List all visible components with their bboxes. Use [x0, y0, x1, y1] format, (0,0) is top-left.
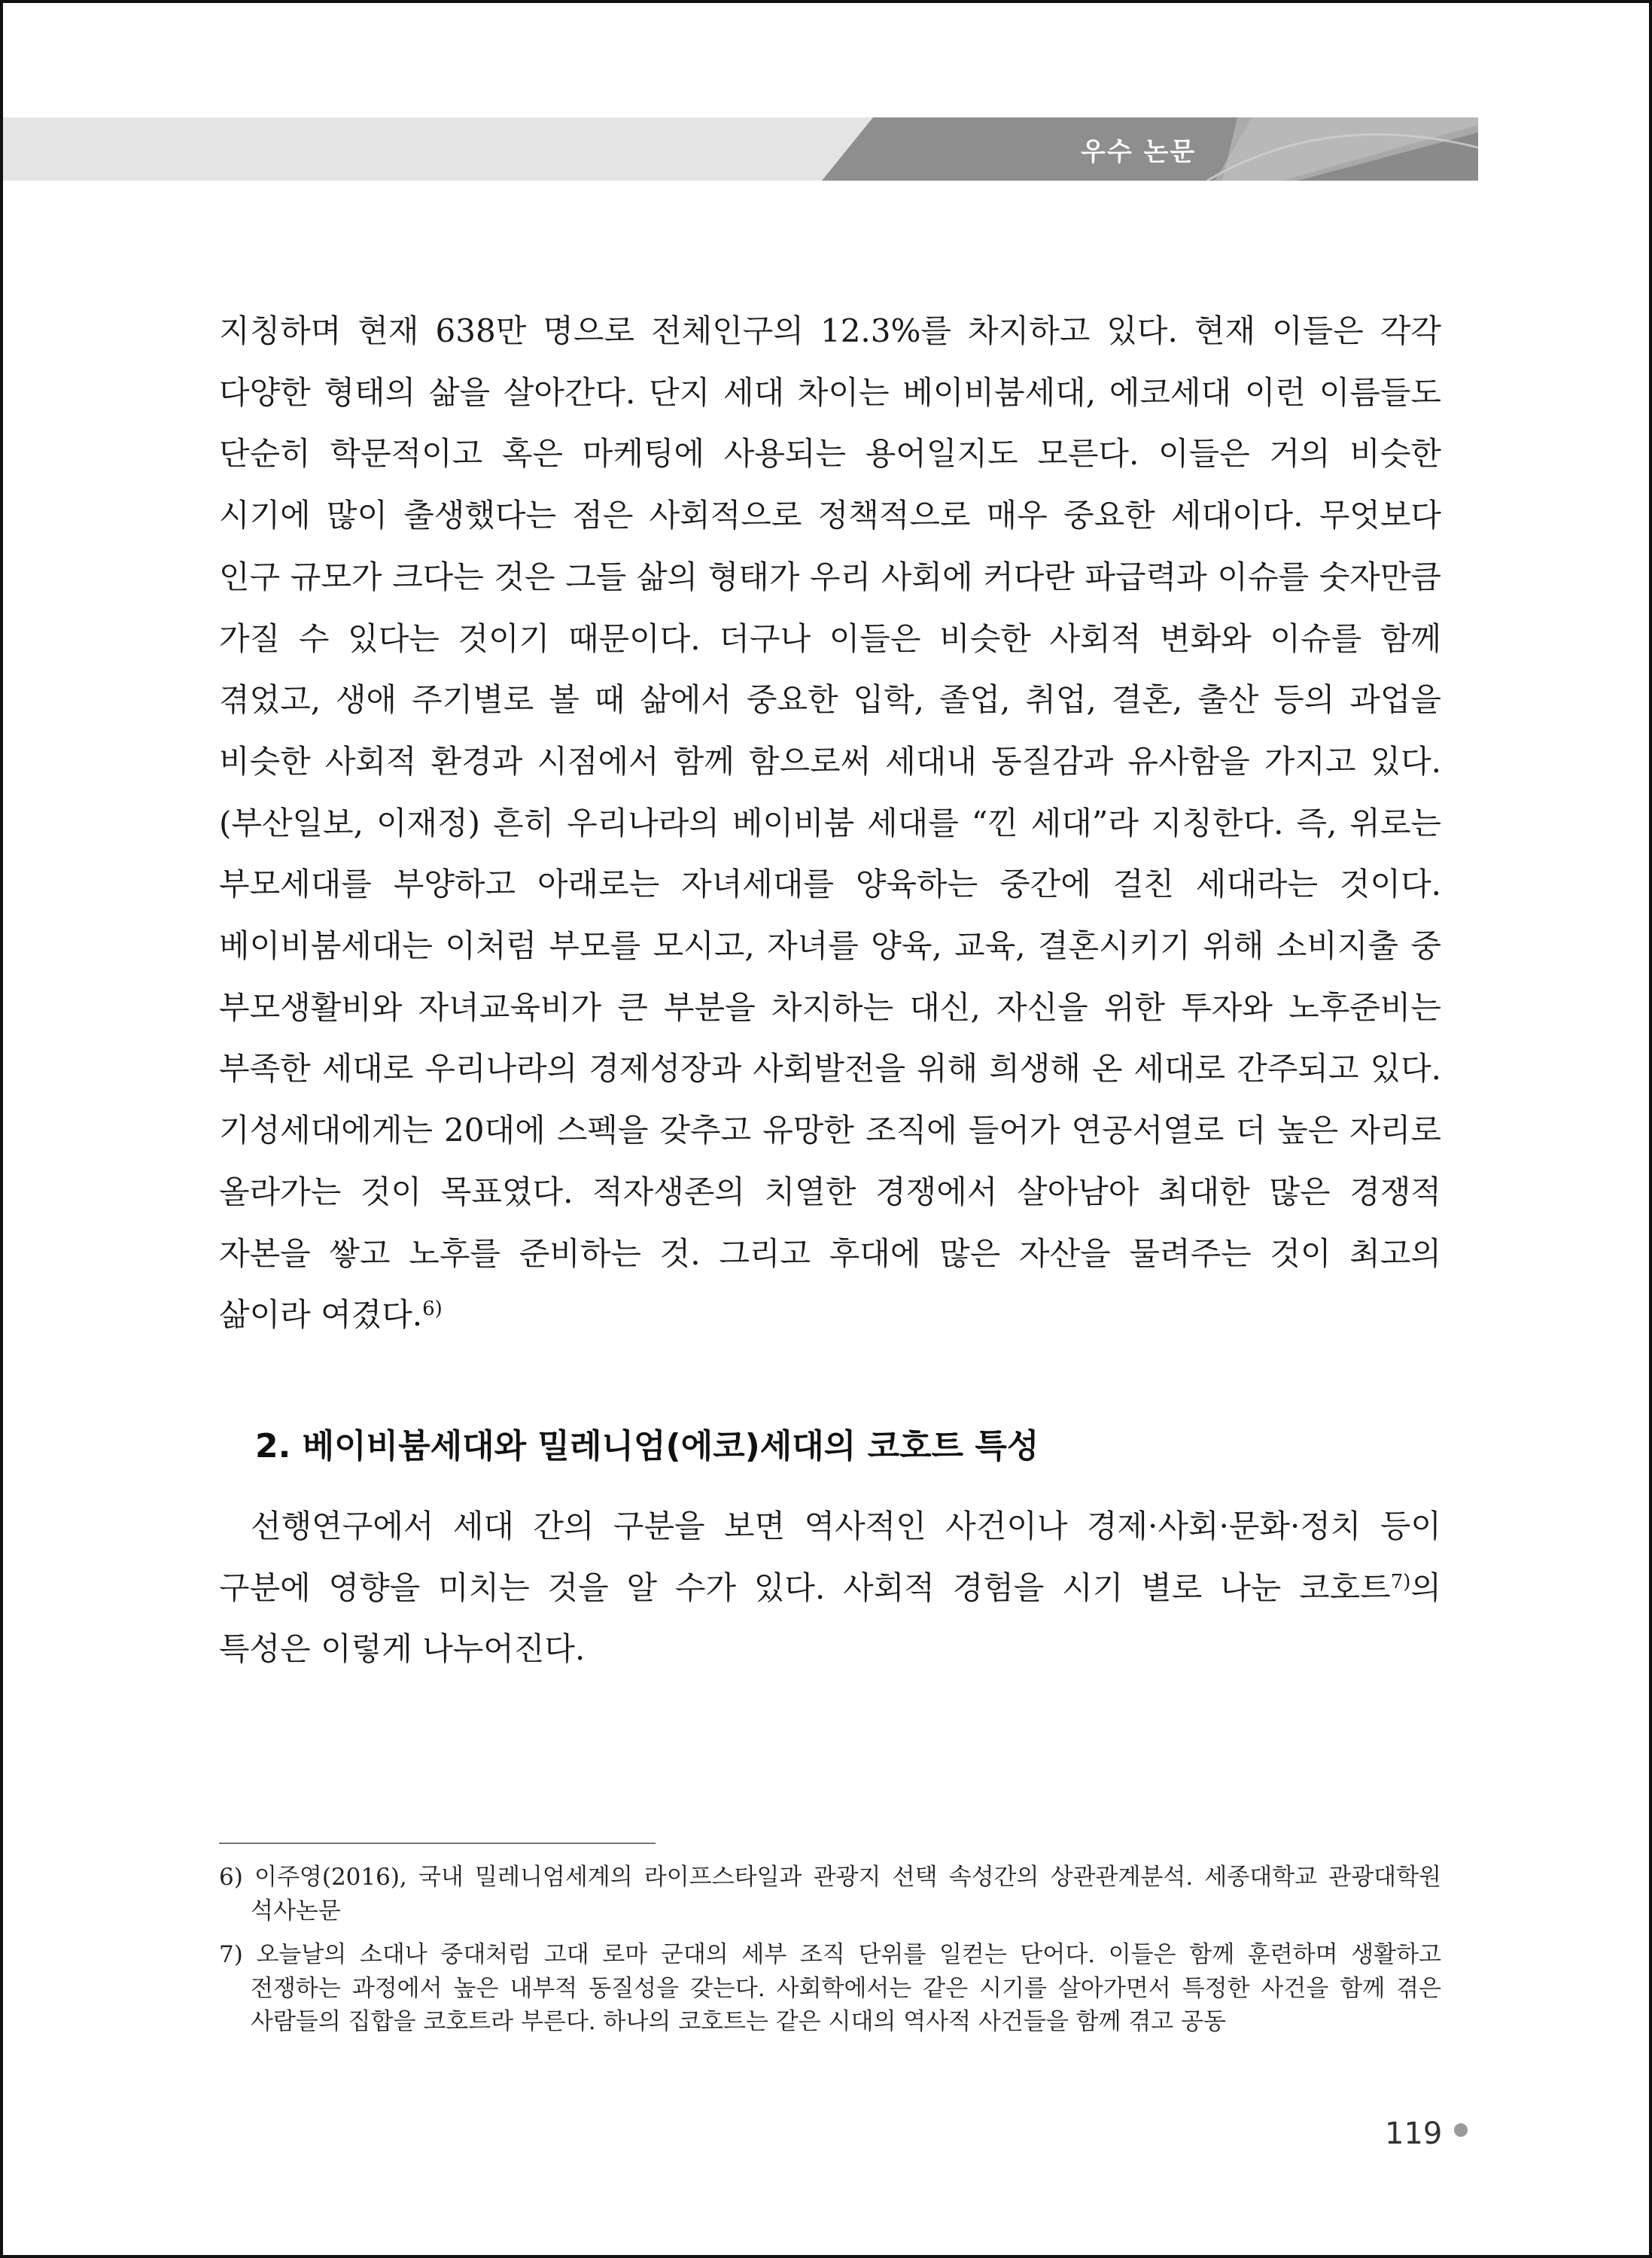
header-decoration: [3, 117, 1478, 181]
footnote-text: 오늘날의 소대나 중대처럼 고대 로마 군대의 세부 조직 단위를 일컫는 단어다. 이들은 함께 훈련하며 생활하고 전쟁하는 과정에서 높은 내부적 동질성을 갖는다. 사회학에서는 같은 시기를 살아가면서 특정한 사건을 함께 겪은 사람들의 집합을 코호트라 부른다. 하나의 코호트는 같은 시대의 역사적 사건들을 함께 겪고 공동: [251, 1941, 1441, 2035]
body-content: [219, 300, 1441, 1680]
paragraph-text: 의 특성은 이렇게 나누어진다.: [219, 1569, 1441, 1668]
body-paragraph: [219, 300, 1441, 1346]
footnote-item: [219, 1861, 1441, 1928]
paragraph-text: 지칭하며 현재 638만 명으로 전체인구의 12.3%를 차지하고 있다. 현재 이들은 각각 다양한 형태의 삶을 살아간다. 단지 세대 차이는 베이비붐세대, 에코세대 이런 이름들도 단순히 학문적이고 혹은 마케팅에 사용되는 용어일지도 모른다. 이들은 거의 비슷한 시기에 많이 출생했다는 점은 사회적으로 정책적으로 매우 중요한 세대이다. 무엇보다 인구 규모가 크다는 것은 그들 삶의 형태가 우리 사회에 커다란 파급력과 이슈를 숫자만큼 가질 수 있다는 것이기 때문이다. 더구나 이들은 비슷한 사회적 변화와 이슈를 함께 겪었고, 생애 주기별로 볼 때 삶에서 중요한 입학, 졸업, 취업, 결혼, 출산 등의 과업을 비슷한 사회적 환경과 시점에서 함께 함으로써 세대내 동질감과 유사함을 가지고 있다.(부산일보, 이재정) 흔히 우리나라의 베이비붐 세대를 “낀 세대”라 지칭한다. 즉, 위로는 부모세대를 부양하고 아래로는 자녀세대를 양육하는 중간에 걸친 세대라는 것이다. 베이비붐세대는 이처럼 부모를 모시고, 자녀를 양육, 교육, 결혼시키기 위해 소비지출 중 부모생활비와 자녀교육비가 큰 부분을 차지하는 대신, 자신을 위한 투자와 노후준비는 부족한 세대로 우리나라의 경제성장과 사회발전을 위해 희생해 온 세대로 간주되고 있다. 기성세대에게는 20대에 스펙을 갖추고 유망한 조직에 들어가 연공서열로 더 높은 자리로 올라가는 것이 목표였다. 적자생존의 치열한 경쟁에서 살아남아 최대한 많은 경쟁적 자본을 쌓고 노후를 준비하는 것. 그리고 후대에 많은 자산을 물려주는 것이 최고의 삶이라 여겼다.: [219, 312, 1441, 1334]
footnote-item: [219, 1938, 1441, 2039]
header-section-label: 우수 논문: [1081, 137, 1197, 167]
footnote-reference[interactable]: 6): [422, 1298, 443, 1321]
footnote-divider: [219, 1843, 656, 1844]
footnotes: [219, 1861, 1441, 2050]
body-paragraph: [219, 1496, 1441, 1680]
page-number: 119: [1385, 2116, 1443, 2151]
footnote-number: 6): [219, 1864, 243, 1891]
page-header-band: [3, 117, 1478, 181]
page-number-dot-icon: [1454, 2123, 1468, 2137]
paragraph-text: 선행연구에서 세대 간의 구분을 보면 역사적인 사건이나 경제·사회·문화·정치 등이 구분에 영향을 미치는 것을 알 수가 있다. 사회적 경험을 시기 별로 나눈 코호트: [219, 1507, 1441, 1606]
footnote-reference[interactable]: 7): [1390, 1570, 1411, 1593]
section-heading: 2. 베이비붐세대와 밀레니엄(에코)세대의 코호트 특성: [255, 1426, 1039, 1465]
footnote-number: 7): [219, 1941, 243, 1968]
footnote-text: 이주영(2016), 국내 밀레니엄세계의 라이프스타일과 관광지 선택 속성간의 상관관계분석. 세종대학교 관광대학원 석사논문: [251, 1864, 1441, 1925]
